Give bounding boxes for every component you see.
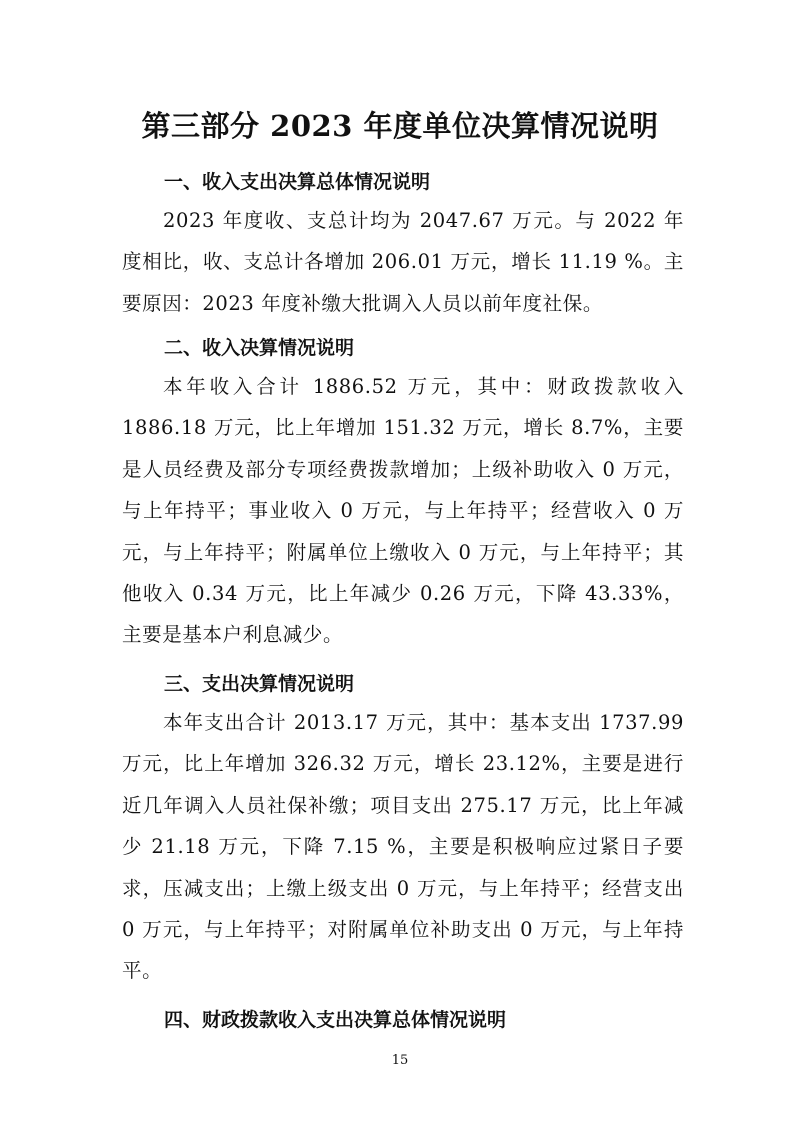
section-paragraph-income-expenditure-overview: 2023 年度收、支总计均为 2047.67 万元。与 2022 年度相比，收、支总计各增加 206.01 万元，增长 11.19 %。主要原因：2023 年度补缴大批调入人员以前年度社保。 — [122, 209, 684, 315]
section-paragraph-income: 本年收入合计 1886.52 万元，其中：财政拨款收入 1886.18 万元，比上年增加 151.32 万元，增长 8.7%，主要是人员经费及部分专项经费拨款增加；上级补助收入 0 万元，与上年持平；事业收入 0 万元，与上年持平；经营收入 0 万元，与上年持平；附属单位上缴收入 0 万元，与上年持平；其他收入 0.34 万元，比上年减少 0.26 万元，下降 43.33%，主要是基本户利息减少。 — [122, 375, 684, 647]
section-heading-income: 二、收入决算情况说明 — [164, 337, 355, 359]
page-number: 15 — [391, 1053, 409, 1068]
section-paragraph-expenditure: 本年支出合计 2013.17 万元，其中：基本支出 1737.99 万元，比上年增加 326.32 万元，增长 23.12%，主要是进行近几年调入人员社保补缴；项目支出 275.17 万元，比上年减少 21.18 万元，下降 7.15 %，主要是积极响应过紧日子要求，压减支出；上缴上级支出 0 万元，与上年持平；经营支出 0 万元，与上年持平；对附属单位补助支出 0 万元，与上年持平。 — [122, 711, 684, 983]
section-heading-income-expenditure-overview: 一、收入支出决算总体情况说明 — [164, 171, 431, 193]
page-title: 第三部分 2023 年度单位决算情况说明 — [141, 109, 659, 143]
section-heading-expenditure: 三、支出决算情况说明 — [164, 673, 355, 695]
section-heading-fiscal-appropriation-overview: 四、财政拨款收入支出决算总体情况说明 — [164, 1009, 507, 1031]
